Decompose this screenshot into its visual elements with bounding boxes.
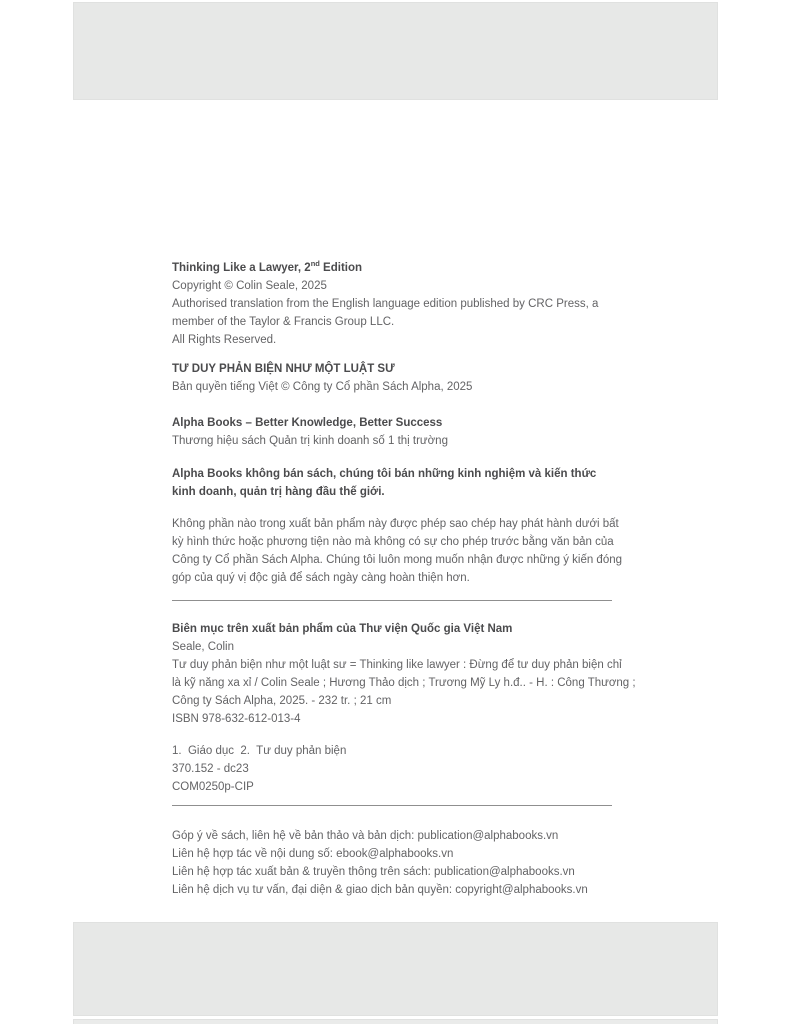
- contact-line: Liên hệ hợp tác về nội dung số: ebook@alphabooks.vn: [172, 848, 454, 860]
- vietnamese-title-block: [172, 360, 632, 396]
- adjacent-page-placeholder-top: [73, 2, 718, 100]
- brand-slogan-line: Alpha Books – Better Knowledge, Better Success: [172, 417, 443, 429]
- vietnamese-copyright-line: Bản quyền tiếng Việt © Công ty Cổ phần Sách Alpha, 2025: [172, 381, 473, 393]
- edition-text: Edition: [319, 262, 363, 274]
- contact-line: Liên hệ dịch vụ tư vấn, đại diện & giao dịch bản quyền: copyright@alphabooks.vn: [172, 884, 588, 896]
- cip-author-line: Seale, Colin: [172, 641, 235, 653]
- cip-description-line: Tư duy phản biện như một luật sư = Thinking like lawyer : Đừng để tư duy phản biện chỉ: [172, 659, 622, 671]
- book-title-text: Thinking Like a Lawyer, 2: [172, 262, 311, 274]
- contact-line: Liên hệ hợp tác xuất bản & truyền thông trên sách: publication@alphabooks.vn: [172, 866, 575, 878]
- book-title-line: [172, 259, 632, 277]
- brand-tagline-line: Thương hiệu sách Quản trị kinh doanh số 1 thị trường: [172, 435, 448, 447]
- edition-superscript: nd: [310, 259, 320, 269]
- vietnamese-book-title: TƯ DUY PHẢN BIỆN NHƯ MỘT LUẬT SƯ: [172, 363, 395, 375]
- isbn-line: ISBN 978-632-612-013-4: [172, 713, 301, 725]
- cip-subjects-line: 1. Giáo dục 2. Tư duy phản biện: [172, 745, 347, 757]
- rights-reserved-line: All Rights Reserved.: [172, 334, 277, 346]
- mission-line: kinh doanh, quản trị hàng đầu thế giới.: [172, 486, 385, 498]
- cip-header-line: Biên mục trên xuất bản phẩm của Thư viện Quốc gia Việt Nam: [172, 623, 513, 635]
- contact-line: Góp ý về sách, liên hệ về bản thảo và bản dịch: publication@alphabooks.vn: [172, 830, 559, 842]
- divider-line: [172, 600, 612, 601]
- rights-block: [172, 515, 632, 587]
- rights-line: Công ty Cổ phần Sách Alpha. Chúng tôi luôn mong muốn nhận được những ý kiến đóng: [172, 554, 623, 566]
- translation-notice-line: Authorised translation from the English language edition published by CRC Press, a: [172, 298, 599, 310]
- translation-notice-line: member of the Taylor & Francis Group LLC.: [172, 316, 395, 328]
- cip-description-line: Công ty Sách Alpha, 2025. - 232 tr. ; 21 cm: [172, 695, 392, 707]
- contacts-block: [172, 827, 632, 899]
- divider-line: [172, 805, 612, 806]
- copyright-line: Copyright © Colin Seale, 2025: [172, 280, 327, 292]
- cip-ddc-line: 370.152 - dc23: [172, 763, 249, 775]
- rights-line: kỳ hình thức hoặc phương tiện nào mà không có sự cho phép trước bằng văn bản của: [172, 536, 614, 548]
- mission-line: Alpha Books không bán sách, chúng tôi bán những kinh nghiệm và kiến thức: [172, 468, 597, 480]
- rights-line: Không phần nào trong xuất bản phẩm này được phép sao chép hay phát hành dưới bất: [172, 518, 619, 530]
- cip-classification-block: [172, 742, 632, 796]
- english-copyright-block: [172, 259, 632, 349]
- adjacent-page-placeholder-edge: [73, 1019, 718, 1024]
- brand-block: [172, 414, 632, 450]
- cip-block: [172, 620, 636, 728]
- rights-line: góp của quý vị độc giả để sách ngày càng hoàn thiện hơn.: [172, 572, 470, 584]
- cip-description-line: là kỹ năng xa xỉ / Colin Seale ; Hương Thảo dịch ; Trương Mỹ Ly h.đ.. - H. : Công Thương ;: [172, 677, 636, 689]
- mission-block: [172, 465, 632, 501]
- adjacent-page-placeholder-bottom: [73, 922, 718, 1016]
- cip-code-line: COM0250p-CIP: [172, 781, 254, 793]
